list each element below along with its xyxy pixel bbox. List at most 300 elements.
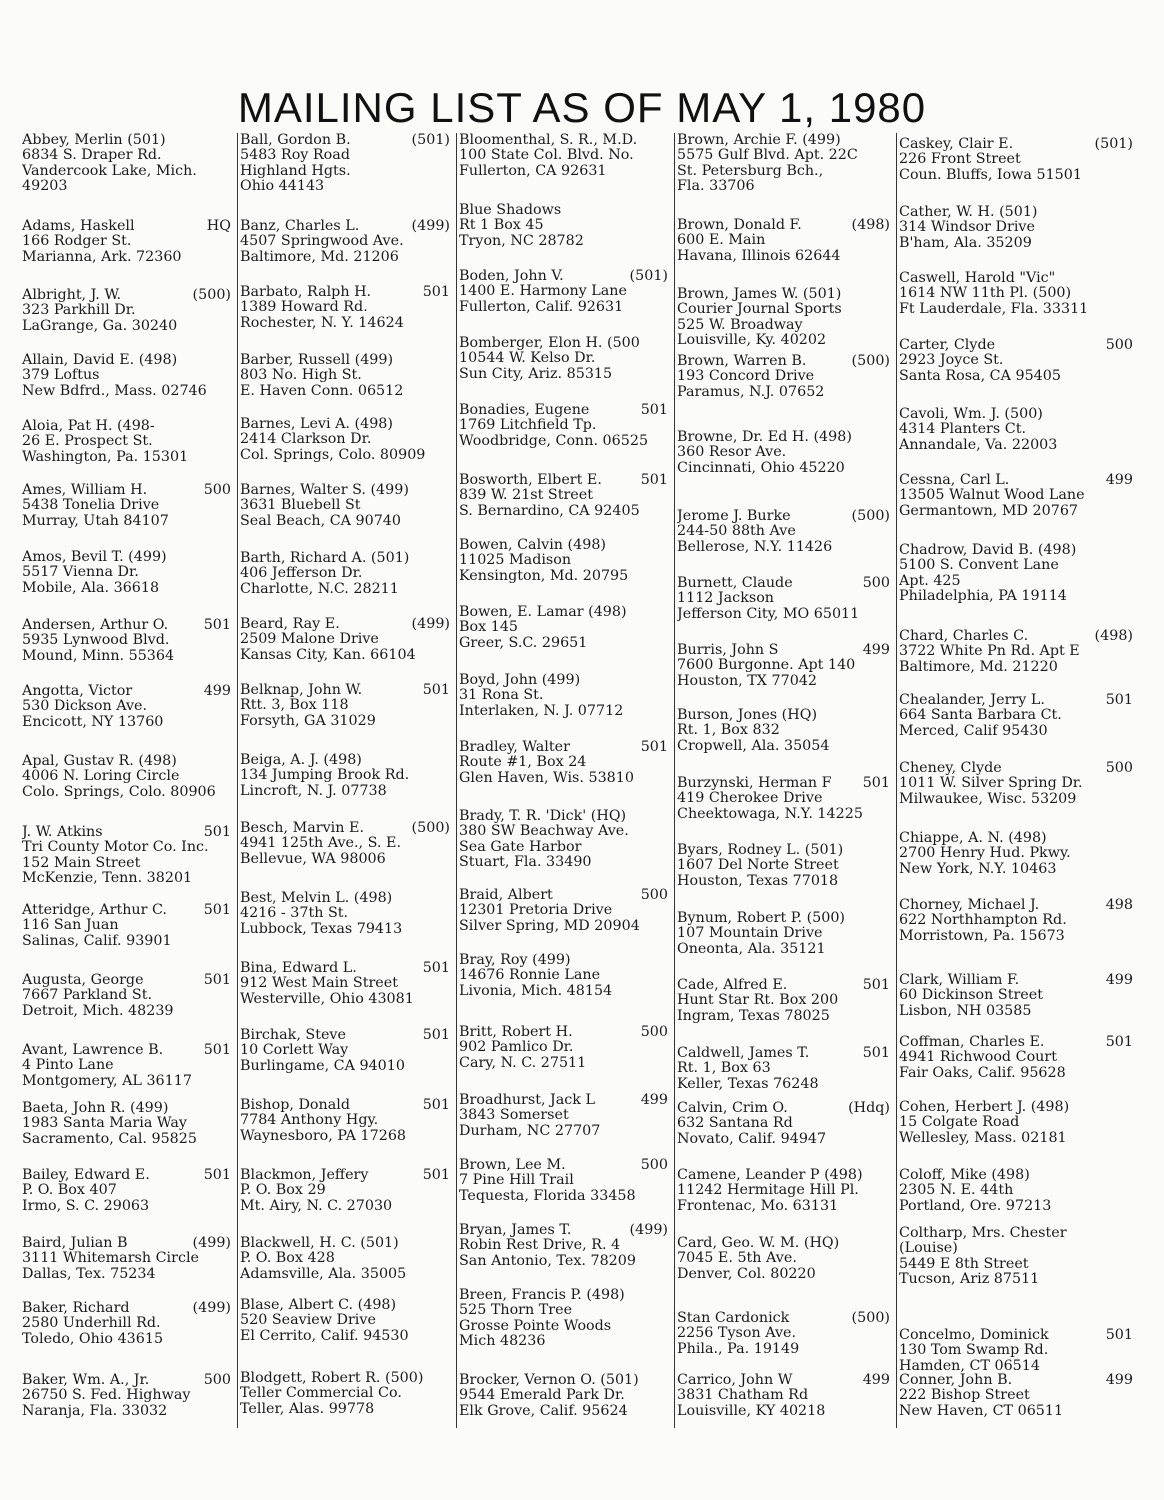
entry-header <box>22 1236 231 1251</box>
address-line: 14676 Ronnie Lane <box>459 967 601 984</box>
address-line: Box 145 <box>459 619 519 636</box>
member-name: Barnes, Walter S. (499) <box>240 482 409 498</box>
address-line: Cary, N. C. 27511 <box>459 1054 587 1071</box>
list-item <box>459 336 668 382</box>
list-item <box>459 888 668 934</box>
unit-tag: 498 <box>1105 897 1133 913</box>
unit-tag: (500) <box>851 508 890 524</box>
address-line: 4 Pinto Lane <box>22 1057 114 1074</box>
address-line: 2923 Joyce St. <box>899 352 1004 369</box>
entry-header <box>677 218 890 233</box>
member-name: Brown, Donald F. <box>677 217 802 233</box>
list-item <box>459 1373 668 1419</box>
address-line: Elk Grove, Calif. 95624 <box>459 1402 628 1419</box>
unit-tag: 501 <box>640 472 668 488</box>
unit-tag: 499 <box>203 683 231 699</box>
address-line: 4216 - 37th St. <box>240 905 349 922</box>
entry-header <box>677 911 890 926</box>
entry-header <box>899 473 1133 488</box>
list-item <box>677 643 890 689</box>
address-line: 379 Loftus <box>22 367 100 384</box>
list-item <box>459 403 668 449</box>
unit-tag: 500 <box>862 575 890 591</box>
list-item <box>240 483 450 529</box>
address-line: Livonia, Mich. 48154 <box>459 982 613 999</box>
address-line: 5935 Lynwood Blvd. <box>22 632 170 649</box>
address-line: 7 Pine Hill Trail <box>459 1172 574 1189</box>
address-line: 3111 Whitemarsh Circle <box>22 1250 200 1267</box>
member-name: Baird, Julian B <box>22 1235 128 1251</box>
member-name: Baker, Richard <box>22 1300 130 1316</box>
member-name: Best, Melvin L. (498) <box>240 890 393 906</box>
address-line: Philadelphia, PA 19114 <box>899 588 1067 605</box>
address-line: Encicott, NY 13760 <box>22 713 164 730</box>
unit-tag: 501 <box>640 402 668 418</box>
list-item <box>459 538 668 584</box>
unit-tag: 501 <box>203 972 231 988</box>
address-line: Adamsville, Ala. 35005 <box>240 1265 407 1282</box>
list-item <box>459 133 668 179</box>
address-line: 1769 Litchfield Tp. <box>459 417 597 434</box>
address-line: 912 West Main Street <box>240 975 398 992</box>
member-name: Browne, Dr. Ed H. (498) <box>677 429 852 445</box>
address-line: Teller Commercial Co. <box>240 1385 402 1402</box>
entry-header <box>240 891 450 906</box>
list-item <box>899 205 1133 251</box>
member-name: Burris, John S <box>677 642 779 658</box>
address-line: 2580 Underhill Rd. <box>22 1315 161 1332</box>
entry-header <box>459 269 668 284</box>
list-item <box>459 1158 668 1204</box>
member-name: Andersen, Arthur O. <box>22 617 169 633</box>
address-line: Morristown, Pa. 15673 <box>899 927 1065 944</box>
address-line: Fullerton, Calif. 92631 <box>459 298 624 315</box>
unit-tag: 501 <box>422 960 450 976</box>
address-line: Hunt Star Rt. Box 200 <box>677 992 839 1009</box>
address-line: Forsyth, GA 31029 <box>240 712 376 729</box>
list-item <box>677 1101 890 1147</box>
list-item <box>22 133 231 195</box>
address-line: 3722 White Pn Rd. Apt E <box>899 643 1080 660</box>
entry-header <box>677 978 890 993</box>
address-line: 107 Mountain Drive <box>677 925 823 942</box>
address-line: Lubbock, Texas 79413 <box>240 920 403 937</box>
column-3 <box>459 133 675 1428</box>
member-name: Baeta, John R. (499) <box>22 1100 169 1116</box>
unit-tag: 501 <box>422 1167 450 1183</box>
address-line: Sun City, Ariz. 85315 <box>459 365 613 382</box>
member-name: Abbey, Merlin (501) <box>22 133 166 148</box>
address-line: 226 Front Street <box>899 151 1021 168</box>
address-line: Rtt. 3, Box 118 <box>240 697 349 714</box>
address-line: Durham, NC 27707 <box>459 1122 601 1139</box>
page-title: MAILING LIST AS OF MAY 1, 1980 <box>237 84 927 131</box>
list-item <box>459 203 668 249</box>
member-name: Cade, Alfred E. <box>677 977 788 993</box>
entry-header <box>240 133 450 148</box>
address-line: 222 Bishop Street <box>899 1387 1030 1404</box>
address-line: 2305 N. E. 44th <box>899 1182 1014 1199</box>
entry-header <box>240 417 450 432</box>
address-line: 6834 S. Draper Rd. <box>22 147 162 164</box>
address-line: 2414 Clarkson Dr. <box>240 431 372 448</box>
unit-tag: (499) <box>192 1300 231 1316</box>
entry-header <box>459 1373 668 1388</box>
member-name: Blodgett, Robert R. (500) <box>240 1370 424 1386</box>
member-name: Belknap, John W. <box>240 682 363 698</box>
address-line: Colo. Springs, Colo. 80906 <box>22 783 216 800</box>
address-line: Fla. 33706 <box>677 178 755 195</box>
member-name: Broadhurst, Jack L <box>459 1092 596 1108</box>
list-item <box>22 1373 231 1419</box>
address-line: 3631 Bluebell St <box>240 497 361 514</box>
member-name: Brown, Lee M. <box>459 1157 566 1173</box>
entry-header <box>677 1046 890 1061</box>
list-item <box>459 673 668 719</box>
unit-tag: 501 <box>422 284 450 300</box>
address-line: (Louise) <box>899 1240 958 1257</box>
address-line: 9544 Emerald Park Dr. <box>459 1387 625 1404</box>
member-name: Cohen, Herbert J. (498) <box>899 1099 1070 1115</box>
unit-tag: 501 <box>862 775 890 791</box>
address-line: Montgomery, AL 36117 <box>22 1072 192 1089</box>
member-name: Atteridge, Arthur C. <box>22 902 167 918</box>
unit-tag: (499) <box>192 1235 231 1251</box>
member-name: Brown, James W. (501) <box>677 286 842 302</box>
member-name: Burnett, Claude <box>677 575 793 591</box>
list-item <box>22 1101 231 1147</box>
entry-header <box>677 430 890 445</box>
member-name: Augusta, George <box>22 972 144 988</box>
address-line: Interlaken, N. J. 07712 <box>459 702 624 719</box>
list-item <box>22 973 231 1019</box>
list-item <box>240 1098 450 1144</box>
member-name: Besch, Marvin E. <box>240 820 364 836</box>
unit-tag: (498) <box>1094 628 1133 644</box>
address-line: 600 E. Main <box>677 232 766 249</box>
list-item <box>22 825 231 887</box>
member-name: Brady, T. R. 'Dick' (HQ) <box>459 808 627 824</box>
member-name: Albright, J. W. <box>22 287 122 303</box>
address-line: Jefferson City, MO 65011 <box>677 605 860 622</box>
member-name: Cheney, Clyde <box>899 760 1002 776</box>
column-1 <box>22 133 238 1428</box>
member-name: Bomberger, Elon H. (500 <box>459 335 640 351</box>
unit-tag: 501 <box>862 977 890 993</box>
address-line: New Haven, CT 06511 <box>899 1402 1064 1419</box>
entry-header <box>22 1168 231 1183</box>
unit-tag: 501 <box>422 682 450 698</box>
address-line: 530 Dickson Ave. <box>22 698 148 715</box>
list-item <box>899 137 1133 183</box>
address-line: 134 Jumping Brook Rd. <box>240 767 410 784</box>
member-name: Bishop, Donald <box>240 1097 350 1113</box>
address-line: 12301 Pretoria Drive <box>459 902 613 919</box>
unit-tag: 499 <box>1105 1372 1133 1388</box>
entry-header <box>22 483 231 498</box>
member-name: Blue Shadows <box>459 202 562 218</box>
column-2 <box>240 133 457 1428</box>
member-name: Adams, Haskell <box>22 218 135 234</box>
address-line: 152 Main Street <box>22 854 141 871</box>
column-5 <box>899 133 1139 1428</box>
list-item <box>677 708 890 754</box>
address-line: Seal Beach, CA 90740 <box>240 512 401 529</box>
address-line: 11242 Hermitage Hill Pl. <box>677 1182 859 1199</box>
address-line: 2700 Henry Hud. Pkwy. <box>899 845 1071 862</box>
entry-header <box>459 1025 668 1040</box>
member-name: Beiga, A. J. (498) <box>240 752 362 768</box>
address-line: 4314 Planters Ct. <box>899 421 1027 438</box>
address-line: 10 Corlett Way <box>240 1042 349 1059</box>
entry-header <box>677 776 890 791</box>
unit-tag: 501 <box>1105 1034 1133 1050</box>
list-item <box>899 407 1133 453</box>
address-line: Kensington, Md. 20795 <box>459 567 629 584</box>
entry-header <box>22 684 231 699</box>
list-item <box>677 1236 890 1282</box>
address-line: Tryon, NC 28782 <box>459 232 584 249</box>
entry-header <box>240 1298 450 1313</box>
address-line: 323 Parkhill Dr. <box>22 302 136 319</box>
member-name: Avant, Lawrence B. <box>22 1042 164 1058</box>
entry-header <box>899 693 1133 708</box>
member-name: Bloomenthal, S. R., M.D. <box>459 133 638 148</box>
entry-header <box>677 354 890 369</box>
list-item <box>459 473 668 519</box>
unit-tag: (500) <box>411 820 450 836</box>
member-name: Clark, William F. <box>899 972 1020 988</box>
unit-tag: 499 <box>640 1092 668 1108</box>
entry-header <box>22 1101 231 1116</box>
entry-header <box>22 133 231 148</box>
address-line: 15 Colgate Road <box>899 1114 1020 1131</box>
unit-tag: 501 <box>203 824 231 840</box>
address-line: Irmo, S. C. 29063 <box>22 1197 150 1214</box>
address-line: Portland, Ore. 97213 <box>899 1197 1052 1214</box>
list-item <box>22 618 231 664</box>
entry-header <box>459 336 668 351</box>
address-line: Dallas, Tex. 75234 <box>22 1265 156 1282</box>
list-item <box>899 629 1133 675</box>
address-line: 406 Jefferson Dr. <box>240 565 363 582</box>
address-line: Novato, Calif. 94947 <box>677 1130 827 1147</box>
entry-header <box>240 1236 450 1251</box>
address-line: Stuart, Fla. 33490 <box>459 854 592 871</box>
address-line: Lisbon, NH 03585 <box>899 1002 1032 1019</box>
entry-header <box>240 1168 450 1183</box>
address-line: Washington, Pa. 15301 <box>22 448 189 465</box>
address-line: Rt. 1, Box 832 <box>677 722 780 739</box>
unit-tag: 501 <box>640 739 668 755</box>
entry-header <box>677 843 890 858</box>
address-line: New York, N.Y. 10463 <box>899 860 1057 877</box>
member-name: Chadrow, David B. (498) <box>899 542 1077 558</box>
entry-header <box>899 1328 1133 1343</box>
address-line: St. Petersburg Bch., <box>677 162 824 179</box>
member-name: Stan Cardonick <box>677 1310 790 1326</box>
address-line: 1011 W. Silver Spring Dr. <box>899 775 1083 792</box>
list-item <box>240 551 450 597</box>
address-line: 1112 Jackson <box>677 590 775 607</box>
unit-tag: 501 <box>203 902 231 918</box>
entry-header <box>899 543 1133 558</box>
list-item <box>22 1168 231 1214</box>
address-line: P. O. Box 428 <box>240 1250 335 1267</box>
member-name: Allain, David E. (498) <box>22 352 178 368</box>
address-line: 1983 Santa Maria Way <box>22 1115 187 1132</box>
entry-header <box>677 1373 890 1388</box>
address-line: Salinas, Calif. 93901 <box>22 932 172 949</box>
list-item <box>459 605 668 651</box>
unit-tag: (498) <box>851 217 890 233</box>
address-line: Baltimore, Md. 21206 <box>240 248 399 265</box>
entry-header <box>677 287 890 302</box>
member-name: Camene, Leander P (498) <box>677 1167 863 1183</box>
column-4 <box>677 133 897 1428</box>
list-item <box>22 754 231 800</box>
unit-tag: 501 <box>203 1042 231 1058</box>
member-name: Ames, William H. <box>22 482 148 498</box>
entry-header <box>677 509 890 524</box>
member-name: Braid, Albert <box>459 887 553 903</box>
member-name: Angotta, Victor <box>22 683 133 699</box>
unit-tag: 499 <box>1105 472 1133 488</box>
member-name: Concelmo, Dominick <box>899 1327 1049 1343</box>
list-item <box>240 219 450 265</box>
entry-header <box>899 629 1133 644</box>
member-name: Cavoli, Wm. J. (500) <box>899 406 1043 422</box>
member-name: Beard, Ray E. <box>240 616 340 632</box>
address-line: Houston, TX 77042 <box>677 672 818 689</box>
member-name: Bowen, E. Lamar (498) <box>459 604 627 620</box>
entry-header <box>22 219 231 234</box>
list-item <box>459 953 668 999</box>
address-line: Baltimore, Md. 21220 <box>899 658 1058 675</box>
address-line: 11025 Madison <box>459 552 572 569</box>
list-item <box>677 978 890 1024</box>
address-line: Paramus, N.J. 07652 <box>677 383 825 400</box>
list-item <box>899 761 1133 807</box>
entry-header <box>899 1100 1133 1115</box>
list-item <box>459 1223 668 1269</box>
list-item <box>899 1226 1133 1288</box>
member-name: Bynum, Robert P. (500) <box>677 910 846 926</box>
address-line: S. Bernardino, CA 92405 <box>459 502 640 519</box>
address-line: Mich 48236 <box>459 1333 546 1350</box>
list-item <box>240 1236 450 1282</box>
list-item <box>899 693 1133 739</box>
list-item <box>22 288 231 334</box>
address-line: Fair Oaks, Calif. 95628 <box>899 1064 1066 1081</box>
list-item <box>899 473 1133 519</box>
address-line: 13505 Walnut Wood Lane <box>899 487 1085 504</box>
address-line: 419 Cherokee Drive <box>677 790 823 807</box>
list-item <box>899 831 1133 877</box>
entry-header <box>899 271 1133 286</box>
member-name: Boden, John V. <box>459 268 564 284</box>
unit-tag: (499) <box>629 1222 668 1238</box>
list-item <box>677 776 890 822</box>
entry-header <box>240 483 450 498</box>
list-item <box>677 1168 890 1214</box>
member-name: Jerome J. Burke <box>677 508 791 524</box>
address-line: 902 Pamlico Dr. <box>459 1039 574 1056</box>
unit-tag: (501) <box>411 133 450 148</box>
address-line: Oneonta, Ala. 35121 <box>677 940 826 957</box>
entry-header <box>899 898 1133 913</box>
address-line: 10544 W. Kelso Dr. <box>459 350 596 367</box>
entry-header <box>459 809 668 824</box>
address-line: P. O. Box 407 <box>22 1182 117 1199</box>
unit-tag: 501 <box>862 1045 890 1061</box>
address-line: Route #1, Box 24 <box>459 754 587 771</box>
list-item <box>899 543 1133 605</box>
address-line: Woodbridge, Conn. 06525 <box>459 432 649 449</box>
entry-header <box>22 550 231 565</box>
entry-header <box>240 353 450 368</box>
address-line: 380 SW Beachway Ave. <box>459 823 629 840</box>
address-line: Toledo, Ohio 43615 <box>22 1330 164 1347</box>
address-line: Robin Rest Drive, R. 4 <box>459 1237 621 1254</box>
member-name: Ball, Gordon B. <box>240 133 351 148</box>
entry-header <box>899 407 1133 422</box>
list-item <box>677 911 890 957</box>
address-line: Bellerose, N.Y. 11426 <box>677 538 833 555</box>
entry-header <box>459 473 668 488</box>
address-line: Ingram, Texas 78025 <box>677 1007 830 1024</box>
address-line: Courier Journal Sports <box>677 301 842 318</box>
address-line: Tequesta, Florida 33458 <box>459 1187 636 1204</box>
address-line: 5483 Roy Road <box>240 147 350 164</box>
address-line: 632 Santana Rd <box>677 1115 793 1132</box>
address-line: 525 W. Broadway <box>677 316 803 333</box>
member-name: Birchak, Steve <box>240 1027 346 1043</box>
member-name: Bray, Roy (499) <box>459 952 571 968</box>
list-item <box>240 821 450 867</box>
address-line: Glen Haven, Wis. 53810 <box>459 769 634 786</box>
list-item <box>899 1035 1133 1081</box>
list-item <box>240 133 450 195</box>
entry-header <box>459 538 668 553</box>
address-line: Denver, Col. 80220 <box>677 1265 816 1282</box>
entry-header <box>899 761 1133 776</box>
entry-header <box>677 708 890 723</box>
member-name: Barnes, Levi A. (498) <box>240 416 393 432</box>
address-line: Ft Lauderdale, Fla. 33311 <box>899 300 1089 317</box>
entry-header <box>22 618 231 633</box>
address-line: Col. Springs, Colo. 80909 <box>240 446 426 463</box>
address-line: Greer, S.C. 29651 <box>459 634 588 651</box>
address-line: Kansas City, Kan. 66104 <box>240 646 416 663</box>
list-item <box>677 1311 890 1357</box>
member-name: J. W. Atkins <box>22 824 103 840</box>
unit-tag: 501 <box>203 617 231 633</box>
list-item <box>22 353 231 399</box>
list-item <box>459 809 668 871</box>
member-name: Carrico, John W <box>677 1372 793 1388</box>
address-line: B'ham, Ala. 35209 <box>899 234 1032 251</box>
list-item <box>22 419 231 465</box>
member-name: Coloff, Mike (498) <box>899 1167 1030 1183</box>
entry-header <box>22 353 231 368</box>
address-line: 116 San Juan <box>22 917 119 934</box>
entry-header <box>22 1373 231 1388</box>
address-line: 7784 Anthony Hgy. <box>240 1112 379 1129</box>
entry-header <box>22 973 231 988</box>
member-name: Banz, Charles L. <box>240 218 360 234</box>
address-line: Sea Gate Harbor <box>459 838 582 855</box>
